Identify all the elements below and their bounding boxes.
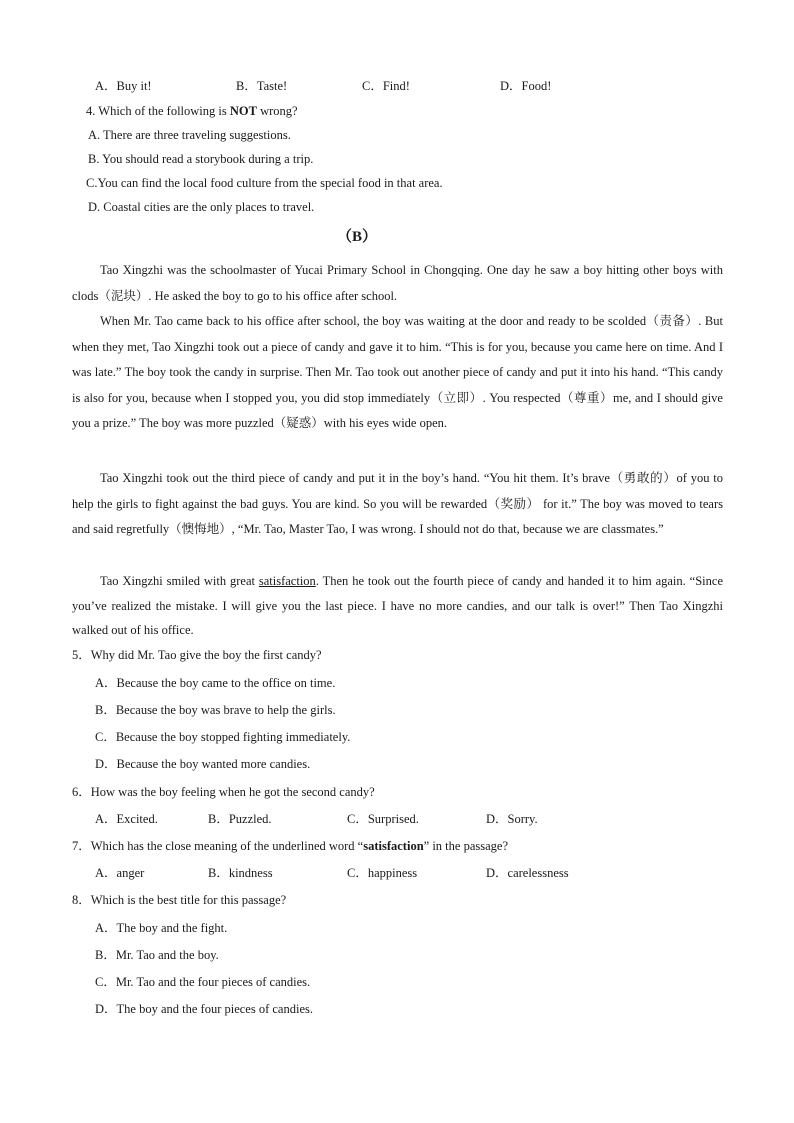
q8-option-a: A．The boy and the fight.	[95, 921, 228, 935]
q7-option-d: D．carelessness	[486, 866, 569, 880]
q6-option-c: C．Surprised.	[347, 812, 419, 826]
q3-option-a: A．Buy it!	[95, 79, 152, 93]
q4-stem-prefix: 4. Which of the following is	[86, 104, 230, 118]
q4-option-a: A. There are three traveling suggestions.	[88, 128, 291, 142]
q7-stem-prefix: 7．Which has the close meaning of the underlined word “	[72, 839, 364, 853]
q4-option-b: B. You should read a storybook during a trip.	[88, 152, 314, 166]
q3-option-b: B．Taste!	[236, 79, 288, 93]
q7-option-c: C．happiness	[347, 866, 418, 880]
passage-paragraph-2-text: When Mr. Tao came back to his office after school, the boy was waiting at the door and ready to be scolded（责备）. But when they met, Tao Xingzhi took out a piece of candy and gave it to him. “This is for you, because you came here on time. And I was late.” The boy took the candy in surprise. Then Mr. Tao took out another piece of candy and put it into his hand. “This candy is also for you, because when I stopped you, you did stop immediately（立即）. You respected（尊重）me, and I should give you a prize.” The boy was more puzzled（疑惑）with his eyes wide open.	[72, 314, 723, 430]
q3-option-c: C．Find!	[362, 79, 410, 93]
q6-option-a: A．Excited.	[95, 812, 158, 826]
q8-option-d: D．The boy and the four pieces of candies.	[95, 1002, 313, 1016]
q7-stem-suffix: ” in the passage?	[423, 839, 508, 853]
passage-paragraph-3	[72, 466, 723, 543]
q5-option-d: D．Because the boy wanted more candies.	[95, 757, 311, 771]
q4-stem-suffix: wrong?	[256, 104, 298, 118]
q7-option-b: B．kindness	[208, 866, 273, 880]
q6-stem: 6．How was the boy feeling when he got the second candy?	[72, 785, 375, 799]
passage-paragraph-1	[72, 258, 723, 309]
passage-paragraph-4-end: . Then he took out the fourth piece of candy and handed it to him again. “Since you’ve realized the mistake. I will give you the last piece. I have no more candies, and our talk is over!” Then Tao Xingzhi walked out of his office.	[72, 574, 723, 637]
q8-stem: 8．Which is the best title for this passage?	[72, 893, 287, 907]
q5-option-b: B．Because the boy was brave to help the girls.	[95, 703, 336, 717]
q6-option-d: D．Sorry.	[486, 812, 538, 826]
q4-option-d: D. Coastal cities are the only places to travel.	[88, 200, 315, 214]
q3-option-d: D．Food!	[500, 79, 552, 93]
passage-paragraph-1-text: Tao Xingzhi was the schoolmaster of Yucai Primary School in Chongqing. One day he saw a boy hitting other boys with clods（泥块）. He asked the boy to go to his office after school.	[72, 263, 723, 303]
q4-option-c: C.You can find the local food culture from the special food in that area.	[86, 176, 443, 190]
q8-option-b: B．Mr. Tao and the boy.	[95, 948, 219, 962]
q8-option-c: C．Mr. Tao and the four pieces of candies.	[95, 975, 311, 989]
q4-stem	[86, 103, 298, 119]
q7-stem-bold: satisfaction	[363, 839, 424, 853]
q4-stem-bold: NOT	[229, 104, 257, 118]
q5-option-a: A．Because the boy came to the office on time.	[95, 676, 336, 690]
q7-stem	[72, 838, 508, 854]
q7-option-a: A．anger	[95, 866, 145, 880]
q5-option-c: C．Because the boy stopped fighting immediately.	[95, 730, 351, 744]
passage-paragraph-2	[72, 309, 723, 437]
passage-paragraph-3-text: Tao Xingzhi took out the third piece of candy and put it in the boy’s hand. “You hit them. It’s brave（勇敢的）of you to help the girls to fight against the bad guys. You are kind. So you will be rewarded（奖励） for it.” The boy was moved to tears and said regretfully（懊悔地）, “Mr. Tao, Master Tao, I was wrong. I should not do that, because we are classmates.”	[72, 471, 723, 536]
underlined-word-satisfaction: satisfaction	[258, 574, 316, 588]
passage-paragraph-4	[72, 569, 723, 643]
passage-paragraph-4-start: Tao Xingzhi smiled with great	[100, 574, 259, 588]
q6-option-b: B．Puzzled.	[208, 812, 272, 826]
q5-stem: 5．Why did Mr. Tao give the boy the first candy?	[72, 648, 322, 662]
section-b-title: （B）	[336, 229, 377, 245]
